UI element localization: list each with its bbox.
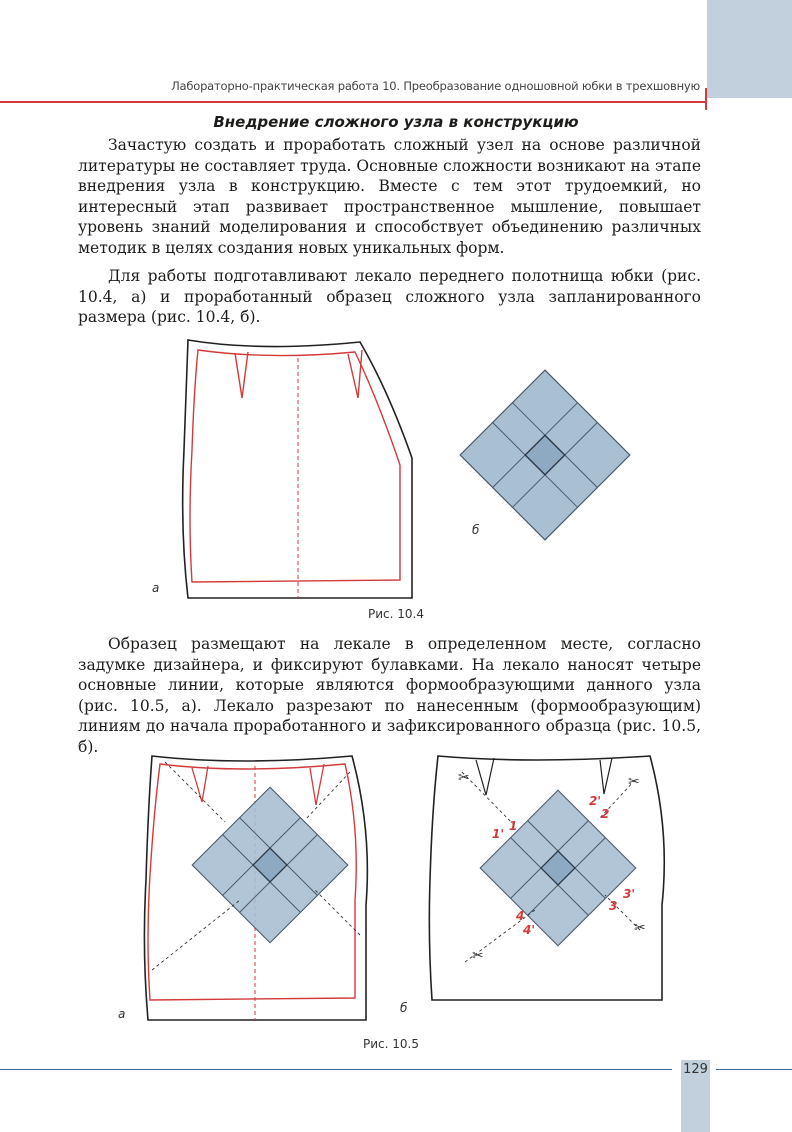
figure-10-5 (110, 750, 670, 1030)
figure-10-4 (150, 330, 650, 605)
fig-10-5-label-a: а (118, 1007, 126, 1021)
footer-rule-left (0, 1069, 672, 1070)
paragraph-1-text: Зачастую создать и проработать сложный узел на основе различной литературы не составляет труда. Основные сложности возникают на этапе внедрения узла в конструкцию. Вместе с тем этот трудоемкий, но интересный этап развивает пространственное мышление, повышает уровень знаний моделирования и способствует объединению различных методик в целях создания новых уникальных форм. (78, 136, 701, 257)
header-rule (0, 101, 706, 103)
header-rule-tick (705, 88, 707, 110)
page-number: 129 (683, 1062, 708, 1077)
paragraph-2-text: Для работы подготавливают лекало переднего полотнища юбки (рис. 10.4, а) и проработанный образец сложного узла запланированного размера (рис. 10.4, б). (78, 267, 701, 326)
fig-10-5-panel-a (118, 756, 367, 1021)
figure-10-5-caption: Рис. 10.5 (363, 1037, 419, 1051)
point-label: 4' (523, 923, 536, 937)
scissors-icon: ✂ (628, 774, 640, 790)
figure-10-4-caption: Рис. 10.4 (368, 607, 424, 621)
fig-10-5-label-b: б (400, 1001, 408, 1015)
point-label: 4 (516, 909, 525, 923)
fig-10-5-panel-b (400, 756, 664, 1015)
point-label: 2' (589, 794, 602, 808)
complex-unit-sample (460, 370, 630, 540)
paragraph-2 (78, 266, 701, 328)
corner-tab (707, 0, 792, 98)
scissors-icon: ✂ (634, 920, 646, 936)
point-label: 3 (609, 899, 618, 913)
footer-rule-right (716, 1069, 792, 1070)
fig-10-4-label-b: б (472, 523, 480, 537)
section-title: Внедрение сложного узла в конструкцию (213, 113, 579, 131)
paragraph-1 (78, 135, 701, 258)
point-label: 1' (492, 827, 505, 841)
scissors-icon: ✂ (458, 770, 470, 786)
paragraph-3-text: Образец размещают на лекале в определенном месте, согласно задумке дизайнера, и фиксируют булавками. На лекало наносят четыре основные линии, которые являются формообразующими данного узла (рис. 10.5, а). Лекало разрезают по нанесенным (формообразующим) линиям до начала проработанного и зафиксированного образца (рис. 10.5, б). (78, 635, 701, 756)
point-label: 1 (509, 819, 518, 833)
scissors-icon: ✂ (472, 948, 484, 964)
fig-10-4-label-a: а (152, 581, 160, 595)
skirt-pattern-outline (183, 340, 412, 598)
paragraph-3 (78, 634, 701, 757)
point-label: 3' (623, 887, 636, 901)
point-label: 2 (601, 807, 610, 821)
running-head: Лабораторно-практическая работа 10. Преобразование одношовной юбки в трехшовную (171, 79, 700, 93)
